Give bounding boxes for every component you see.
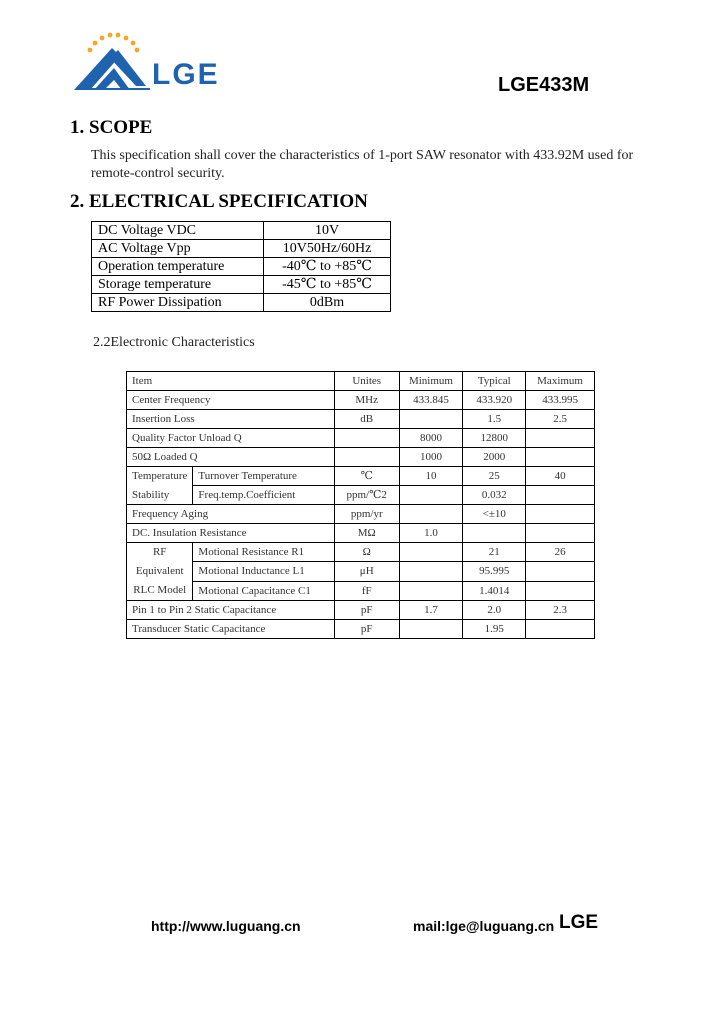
typ-cell: 95.995: [463, 562, 526, 581]
param-cell: DC Voltage VDC: [92, 222, 264, 240]
rlc-label-line2: RLC Model: [133, 584, 187, 596]
footer-email-link[interactable]: mail:lge@luguang.cn: [413, 918, 555, 934]
subsection-title: 2.2Electronic Characteristics: [93, 335, 255, 350]
unit-cell: fF: [334, 581, 399, 600]
min-cell: 10: [399, 467, 463, 486]
table-row: [92, 240, 391, 258]
header-unit: Unites: [334, 372, 399, 391]
max-cell: [526, 524, 595, 543]
unit-cell: ppm/℃2: [334, 486, 399, 505]
typ-cell: 2000: [463, 448, 526, 467]
table-row: [127, 581, 595, 600]
min-cell: [399, 505, 463, 524]
table-row: [127, 410, 595, 429]
table-row: [127, 391, 595, 410]
table-row: [127, 505, 595, 524]
item-cell: Motional Resistance R1: [193, 543, 334, 562]
item-cell: Transducer Static Capacitance: [127, 620, 335, 639]
table-row: [127, 543, 595, 562]
min-cell: 8000: [399, 429, 463, 448]
min-cell: 1000: [399, 448, 463, 467]
table-row: [127, 486, 595, 505]
table-row: [127, 620, 595, 639]
value-cell: 10V50Hz/60Hz: [264, 240, 391, 258]
min-cell: [399, 410, 463, 429]
typ-cell: 25: [463, 467, 526, 486]
max-cell: [526, 429, 595, 448]
max-cell: [526, 448, 595, 467]
electronic-characteristics-table: [126, 371, 595, 639]
item-cell: DC. Insulation Resistance: [127, 524, 335, 543]
typ-cell: 12800: [463, 429, 526, 448]
unit-cell: MHz: [334, 391, 399, 410]
unit-cell: ℃: [334, 467, 399, 486]
typ-cell: 1.5: [463, 410, 526, 429]
header-item: Item: [127, 372, 335, 391]
min-cell: [399, 486, 463, 505]
item-cell: 50Ω Loaded Q: [127, 448, 335, 467]
min-cell: 433.845: [399, 391, 463, 410]
unit-cell: Ω: [334, 543, 399, 562]
item-cell: Center Frequency: [127, 391, 335, 410]
group-label-stability: Stability: [127, 486, 193, 505]
unit-cell: [334, 429, 399, 448]
item-cell: Motional Inductance L1: [193, 562, 334, 581]
value-cell: -45℃ to +85℃: [264, 276, 391, 294]
footer-website-link[interactable]: http://www.luguang.cn: [151, 918, 301, 934]
max-cell: 433.995: [526, 391, 595, 410]
logo-mark-icon: [70, 28, 160, 96]
typ-cell: 0.032: [463, 486, 526, 505]
table-row: [127, 601, 595, 620]
item-cell: Pin 1 to Pin 2 Static Capacitance: [127, 601, 335, 620]
table-row: [92, 276, 391, 294]
table-header-row: [127, 372, 595, 391]
table-row: [92, 258, 391, 276]
brand-name: LGE: [152, 58, 220, 91]
typ-cell: 433.920: [463, 391, 526, 410]
unit-cell: dB: [334, 410, 399, 429]
max-cell: 40: [526, 467, 595, 486]
max-cell: [526, 581, 595, 600]
unit-cell: μH: [334, 562, 399, 581]
param-cell: AC Voltage Vpp: [92, 240, 264, 258]
group-label-rlc: [127, 543, 193, 601]
min-cell: 1.0: [399, 524, 463, 543]
min-cell: 1.7: [399, 601, 463, 620]
group-label-temperature: Temperature: [127, 467, 193, 486]
rlc-label-line1: RF Equivalent: [135, 546, 184, 577]
unit-cell: MΩ: [334, 524, 399, 543]
item-cell: Motional Capacitance C1: [193, 581, 334, 600]
param-cell: Operation temperature: [92, 258, 264, 276]
max-cell: [526, 505, 595, 524]
unit-cell: [334, 448, 399, 467]
header-min: Minimum: [399, 372, 463, 391]
absolute-ratings-table: [91, 221, 391, 312]
table-row: [127, 524, 595, 543]
typ-cell: [463, 524, 526, 543]
footer-brand: LGE: [559, 912, 599, 933]
min-cell: [399, 562, 463, 581]
max-cell: 26: [526, 543, 595, 562]
table-row: [127, 429, 595, 448]
typ-cell: 1.4014: [463, 581, 526, 600]
max-cell: [526, 486, 595, 505]
min-cell: [399, 543, 463, 562]
table-row: [127, 467, 595, 486]
table-row: [92, 294, 391, 312]
scope-heading: 1. SCOPE: [70, 117, 153, 138]
typ-cell: <±10: [463, 505, 526, 524]
max-cell: 2.3: [526, 601, 595, 620]
item-cell: Freq.temp.Coefficient: [193, 486, 334, 505]
header-typ: Typical: [463, 372, 526, 391]
header-max: Maximum: [526, 372, 595, 391]
unit-cell: ppm/yr: [334, 505, 399, 524]
table-row: [127, 562, 595, 581]
item-cell: Insertion Loss: [127, 410, 335, 429]
unit-cell: pF: [334, 620, 399, 639]
table-row: [92, 222, 391, 240]
table-row: [127, 448, 595, 467]
min-cell: [399, 620, 463, 639]
min-cell: [399, 581, 463, 600]
unit-cell: pF: [334, 601, 399, 620]
value-cell: 10V: [264, 222, 391, 240]
param-cell: RF Power Dissipation: [92, 294, 264, 312]
typ-cell: 2.0: [463, 601, 526, 620]
value-cell: -40℃ to +85℃: [264, 258, 391, 276]
scope-paragraph: This specification shall cover the characteristics of 1-port SAW resonator with 433.92M used for remote-control security.: [91, 148, 634, 181]
max-cell: 2.5: [526, 410, 595, 429]
item-cell: Frequency Aging: [127, 505, 335, 524]
model-number: LGE433M: [498, 74, 590, 96]
max-cell: [526, 562, 595, 581]
param-cell: Storage temperature: [92, 276, 264, 294]
typ-cell: 1.95: [463, 620, 526, 639]
value-cell: 0dBm: [264, 294, 391, 312]
item-cell: Turnover Temperature: [193, 467, 334, 486]
item-cell: Quality Factor Unload Q: [127, 429, 335, 448]
electrical-spec-heading: 2. ELECTRICAL SPECIFICATION: [70, 191, 368, 212]
max-cell: [526, 620, 595, 639]
typ-cell: 21: [463, 543, 526, 562]
